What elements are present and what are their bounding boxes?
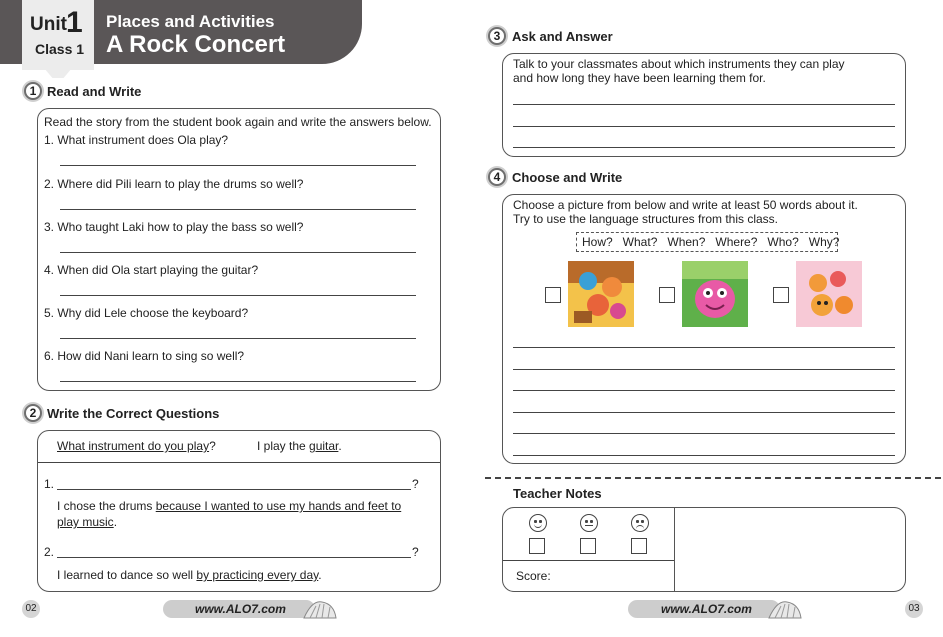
example-answer-pre: I play the bbox=[257, 439, 310, 453]
class-label: Class 1 bbox=[35, 41, 85, 57]
item-2-answer-underlined: by practicing every day bbox=[196, 568, 319, 582]
s4-write-line-4[interactable] bbox=[513, 412, 895, 413]
question-2: 2. Where did Pili learn to play the drums so well? bbox=[44, 177, 304, 191]
teacher-notes-box bbox=[502, 507, 906, 592]
page-title: A Rock Concert bbox=[106, 31, 286, 58]
example-question-mark: ? bbox=[209, 439, 216, 453]
s3-write-line-2[interactable] bbox=[513, 126, 895, 127]
question-3: 3. Who taught Laki how to play the bass so well? bbox=[44, 220, 304, 234]
question-1: 1. What instrument does Ola play? bbox=[44, 133, 229, 147]
neutral-face-icon bbox=[580, 514, 598, 532]
answer-line-5[interactable] bbox=[60, 338, 416, 339]
s4-write-line-3[interactable] bbox=[513, 390, 895, 391]
picture-1-checkbox[interactable] bbox=[545, 287, 561, 303]
item-2-answer bbox=[57, 568, 322, 582]
band-cartoon-image bbox=[568, 261, 634, 327]
example-question bbox=[57, 439, 216, 453]
item-2-answer-end: . bbox=[318, 568, 322, 582]
section-1-title: Read and Write bbox=[47, 84, 142, 99]
pink-monster-image bbox=[682, 261, 748, 327]
answer-line-6[interactable] bbox=[60, 381, 416, 382]
picture-1[interactable] bbox=[568, 261, 634, 327]
item-1-answer-underlined-1: because I wanted to use my hands and feet to bbox=[155, 499, 402, 513]
header-subtitle: Places and Activities bbox=[106, 12, 275, 31]
example-divider bbox=[38, 462, 440, 463]
item-1-answer-end: . bbox=[113, 515, 118, 529]
left-shell-icon bbox=[300, 598, 340, 620]
score-label: Score: bbox=[516, 569, 551, 583]
section-2-number: 2 bbox=[24, 404, 42, 422]
teacher-notes-divider bbox=[674, 508, 675, 591]
question-5: 5. Why did Lele choose the keyboard? bbox=[44, 306, 249, 320]
section-2-title: Write the Correct Questions bbox=[47, 406, 220, 421]
right-footer-url[interactable]: www.ALO7.com bbox=[661, 602, 752, 616]
s4-write-line-5[interactable] bbox=[513, 433, 895, 434]
item-1-answer-line-1 bbox=[57, 499, 401, 513]
unit-number: 1 bbox=[66, 6, 83, 39]
s3-write-line-3[interactable] bbox=[513, 147, 895, 148]
section-4-title: Choose and Write bbox=[512, 170, 623, 185]
example-answer-end: . bbox=[338, 439, 342, 453]
answer-line-3[interactable] bbox=[60, 252, 416, 253]
section-3-number: 3 bbox=[488, 27, 506, 45]
s3-write-line-1[interactable] bbox=[513, 104, 895, 105]
neutral-checkbox[interactable] bbox=[580, 538, 596, 554]
item-2-question-mark: ? bbox=[412, 545, 419, 559]
wh-words: How? What? When? Where? Who? Why? bbox=[582, 235, 840, 249]
section-1-instruction: Read the story from the student book again and write the answers below. bbox=[44, 115, 432, 129]
unit-word: Unit bbox=[30, 14, 67, 35]
right-shell-icon bbox=[765, 598, 805, 620]
section-1-number: 1 bbox=[24, 82, 42, 100]
happy-checkbox[interactable] bbox=[529, 538, 545, 554]
teacher-notes-title: Teacher Notes bbox=[513, 486, 602, 501]
example-answer bbox=[257, 439, 342, 453]
item-2-question-line[interactable] bbox=[57, 557, 411, 558]
picture-3-checkbox[interactable] bbox=[773, 287, 789, 303]
answer-line-2[interactable] bbox=[60, 209, 416, 210]
answer-line-1[interactable] bbox=[60, 165, 416, 166]
s4-write-line-6[interactable] bbox=[513, 455, 895, 456]
sad-face-icon bbox=[631, 514, 649, 532]
dashed-separator bbox=[485, 477, 941, 479]
happy-face-icon bbox=[529, 514, 547, 532]
item-1-answer-line-2 bbox=[57, 515, 117, 529]
example-answer-word: guitar bbox=[309, 439, 339, 453]
orange-characters-image bbox=[796, 261, 862, 327]
question-6: 6. How did Nani learn to sing so well? bbox=[44, 349, 245, 363]
left-footer-url[interactable]: www.ALO7.com bbox=[195, 602, 286, 616]
item-2-answer-pre: I learned to dance so well bbox=[57, 568, 197, 582]
picture-2[interactable] bbox=[682, 261, 748, 327]
s4-write-line-1[interactable] bbox=[513, 347, 895, 348]
item-1-question-mark: ? bbox=[412, 477, 419, 491]
section-4-line-1: Choose a picture from below and write at least 50 words about it. bbox=[513, 198, 858, 212]
picture-2-checkbox[interactable] bbox=[659, 287, 675, 303]
answer-line-4[interactable] bbox=[60, 295, 416, 296]
item-1-question-line[interactable] bbox=[57, 489, 411, 490]
item-1-number: 1. bbox=[44, 477, 55, 491]
s4-write-line-2[interactable] bbox=[513, 369, 895, 370]
item-2-number: 2. bbox=[44, 545, 55, 559]
picture-3[interactable] bbox=[796, 261, 862, 327]
section-3-title: Ask and Answer bbox=[512, 29, 613, 44]
section-4-line-2: Try to use the language structures from this class. bbox=[513, 212, 779, 226]
item-1-answer-pre: I chose the drums bbox=[57, 499, 156, 513]
score-divider bbox=[503, 560, 674, 561]
sad-checkbox[interactable] bbox=[631, 538, 647, 554]
right-page-number: 03 bbox=[905, 600, 923, 618]
example-question-text: What instrument do you play bbox=[57, 439, 210, 453]
section-3-line-2: and how long they have been learning them for. bbox=[513, 71, 766, 85]
left-page-number: 02 bbox=[22, 600, 40, 618]
question-4: 4. When did Ola start playing the guitar? bbox=[44, 263, 259, 277]
section-3-line-1: Talk to your classmates about which instruments they can play bbox=[513, 57, 845, 71]
section-4-number: 4 bbox=[488, 168, 506, 186]
item-1-answer-underlined-2: play music bbox=[57, 515, 114, 529]
